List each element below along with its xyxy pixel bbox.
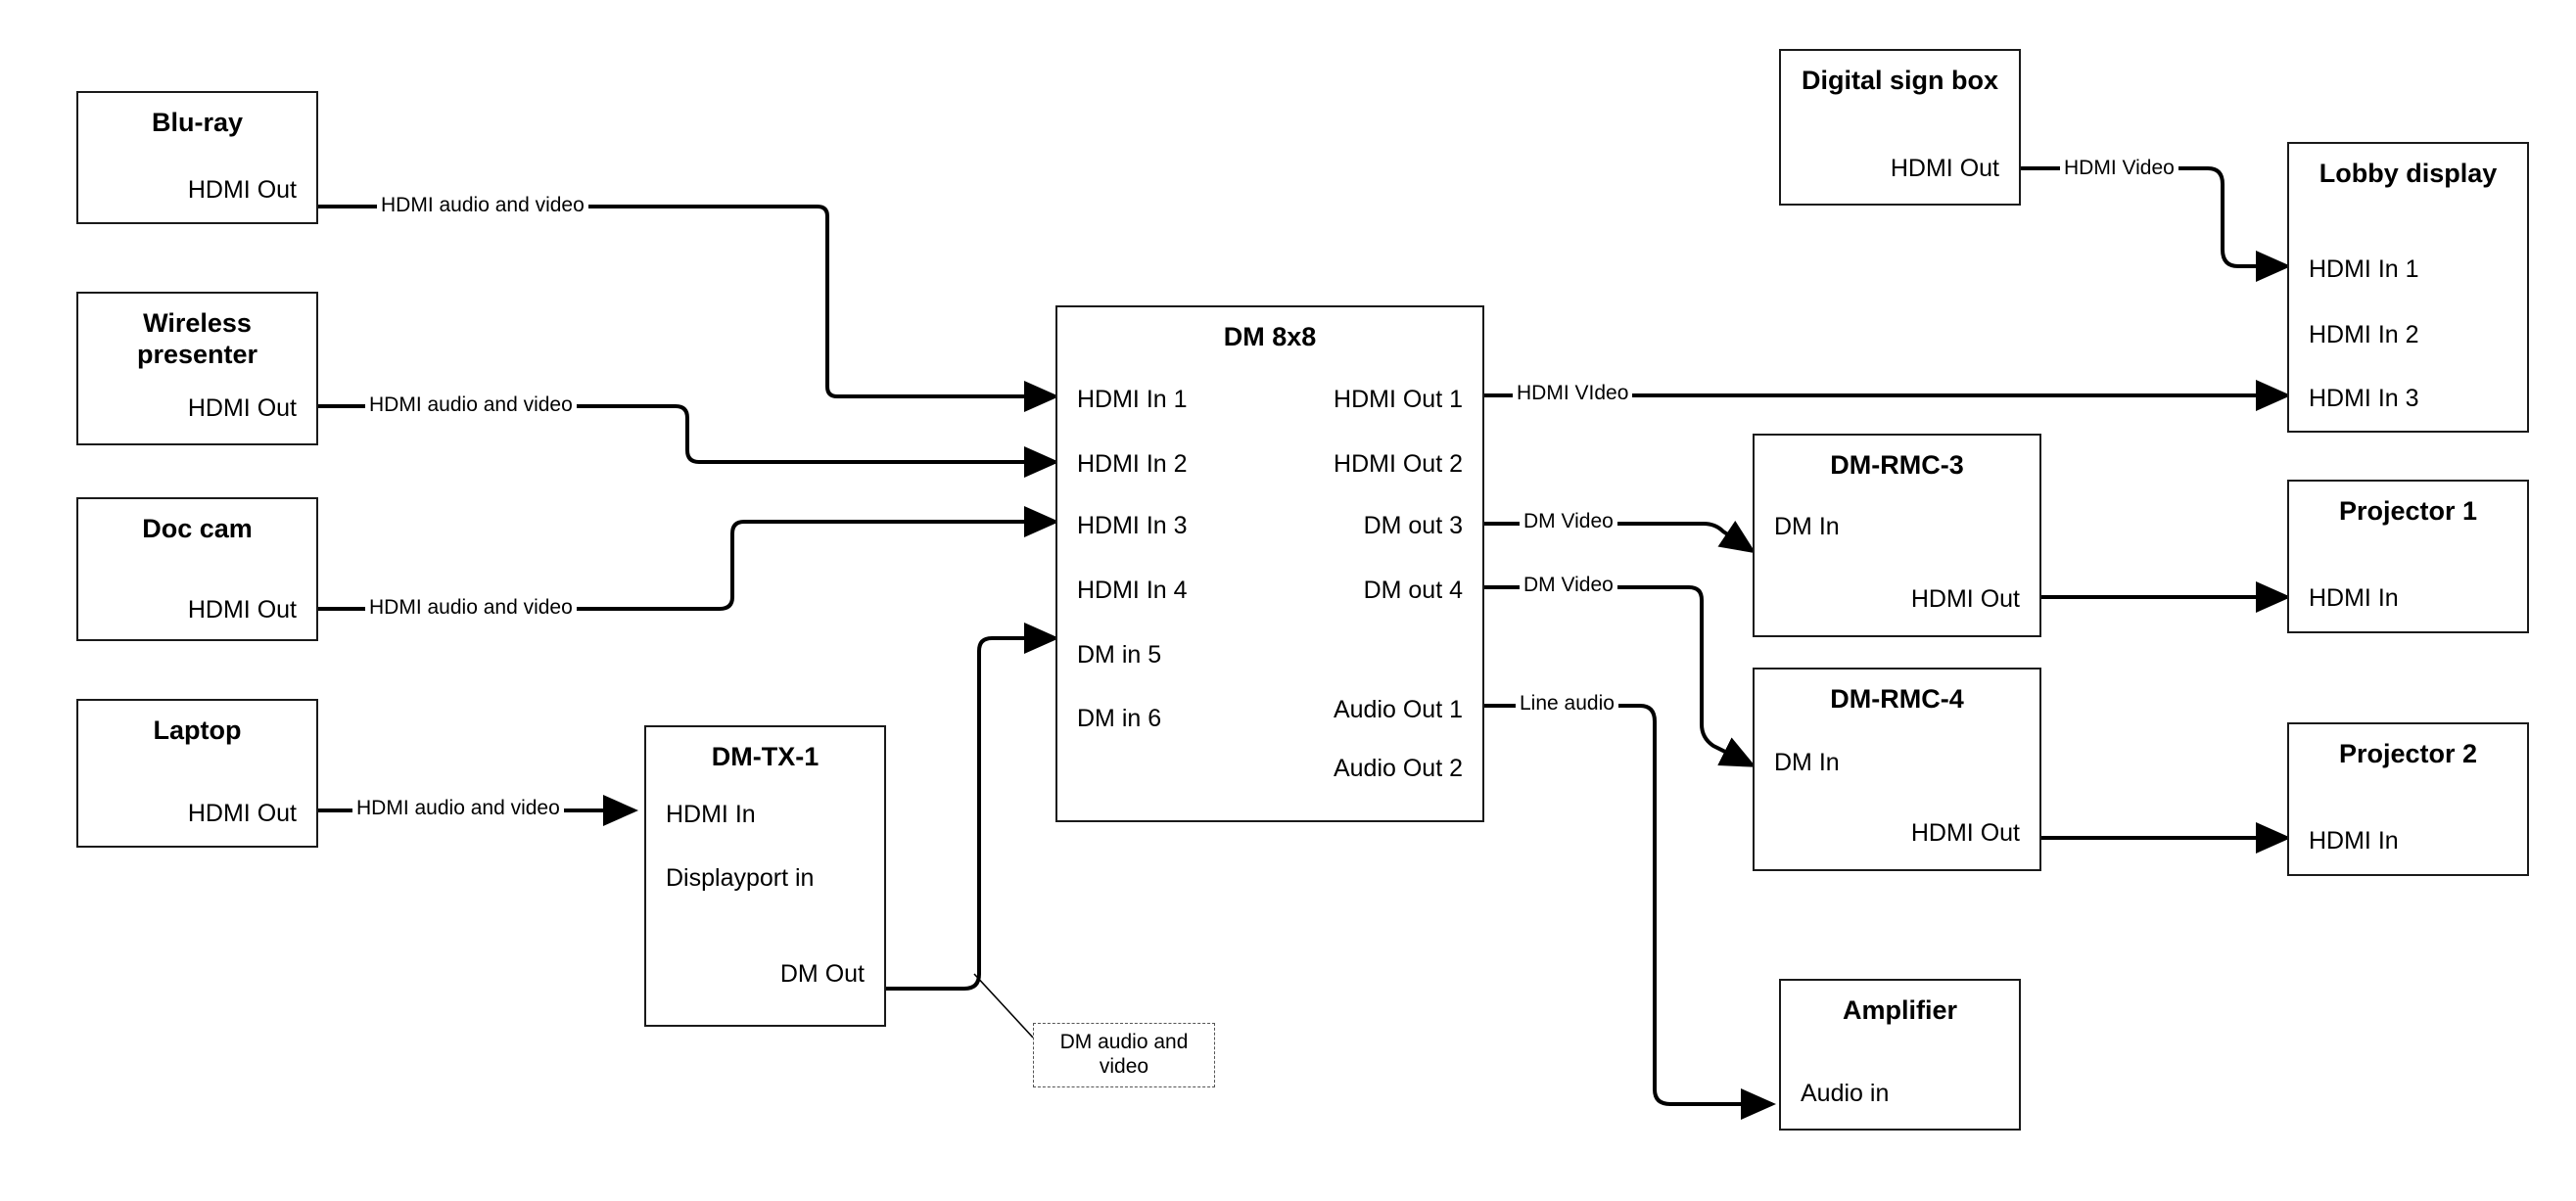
node-lobby-display-port-hdmi-in-1[interactable]: HDMI In 1	[2309, 255, 2419, 283]
node-dm-8x8-port-hdmi-in-3[interactable]: HDMI In 3	[1077, 512, 1188, 539]
note-dm-audio-and-video: DM audio and video	[1033, 1023, 1215, 1087]
node-projector-2[interactable]	[2287, 722, 2529, 876]
edge-label-dm-audio1-to-amp: Line audio	[1516, 692, 1618, 716]
node-projector-2-title: Projector 2	[2338, 739, 2478, 768]
node-laptop-port-hdmi-out[interactable]: HDMI Out	[187, 800, 297, 827]
node-dm-8x8-port-dm-out-3[interactable]: DM out 3	[1363, 512, 1463, 539]
node-dm-8x8-port-hdmi-in-1[interactable]: HDMI In 1	[1077, 386, 1188, 413]
node-bluray-port-hdmi-out[interactable]: HDMI Out	[187, 176, 297, 204]
node-projector-1-port-hdmi-in[interactable]: HDMI In	[2309, 584, 2399, 612]
node-lobby-display-port-hdmi-in-3[interactable]: HDMI In 3	[2309, 385, 2419, 412]
edge-label-signbox-to-lobby: HDMI Video	[2060, 157, 2178, 180]
node-dm-tx-1-port-hdmi-in[interactable]: HDMI In	[666, 801, 756, 828]
node-doc-cam[interactable]	[76, 497, 318, 641]
node-dm-8x8-port-dm-in-6[interactable]: DM in 6	[1077, 705, 1162, 732]
node-lobby-display-title: Lobby display	[2318, 159, 2498, 188]
node-digital-sign-box[interactable]	[1779, 49, 2021, 206]
node-digital-sign-box-title: Digital sign box	[1801, 66, 1998, 95]
node-amplifier-port-audio-in[interactable]: Audio in	[1801, 1080, 1890, 1107]
node-dm-rmc-4[interactable]	[1753, 668, 2041, 871]
node-dm-rmc-3-port-hdmi-out[interactable]: HDMI Out	[1910, 585, 2020, 613]
node-dm-tx-1-port-dm-out[interactable]: DM Out	[779, 960, 865, 988]
node-wireless-presenter[interactable]	[76, 292, 318, 445]
node-dm-8x8-port-hdmi-in-4[interactable]: HDMI In 4	[1077, 577, 1188, 604]
node-doc-cam-title: Doc cam	[142, 514, 253, 543]
node-dm-8x8-port-hdmi-out-1[interactable]: HDMI Out 1	[1334, 386, 1463, 413]
node-dm-tx-1[interactable]	[644, 725, 886, 1027]
node-lobby-display[interactable]	[2287, 142, 2529, 433]
edge-label-laptop-to-tx: HDMI audio and video	[352, 797, 564, 820]
edge-label-wireless-to-dm: HDMI audio and video	[365, 393, 577, 417]
node-wireless-presenter-port-hdmi-out[interactable]: HDMI Out	[187, 394, 297, 422]
node-amplifier[interactable]	[1779, 979, 2021, 1131]
node-projector-1-title: Projector 1	[2338, 496, 2478, 526]
node-dm-8x8-port-audio-out-2[interactable]: Audio Out 2	[1333, 755, 1463, 782]
node-dm-rmc-4-port-hdmi-out[interactable]: HDMI Out	[1910, 819, 2020, 847]
node-dm-rmc-4-title: DM-RMC-4	[1830, 684, 1964, 714]
edge-label-dm-out4-to-rmc4: DM Video	[1520, 574, 1617, 597]
node-projector-1[interactable]	[2287, 480, 2529, 633]
node-dm-tx-1-title: DM-TX-1	[711, 742, 820, 771]
node-dm-8x8-title: DM 8x8	[1223, 322, 1317, 351]
node-dm-8x8[interactable]	[1055, 305, 1484, 822]
node-dm-8x8-port-hdmi-out-2[interactable]: HDMI Out 2	[1334, 450, 1463, 478]
node-dm-8x8-port-dm-in-5[interactable]: DM in 5	[1077, 641, 1162, 669]
node-dm-rmc-4-port-dm-in[interactable]: DM In	[1774, 749, 1840, 776]
node-dm-rmc-3-title: DM-RMC-3	[1830, 450, 1964, 480]
node-dm-tx-1-port-displayport-in[interactable]: Displayport in	[666, 864, 815, 892]
node-dm-8x8-port-hdmi-in-2[interactable]: HDMI In 2	[1077, 450, 1188, 478]
node-doc-cam-port-hdmi-out[interactable]: HDMI Out	[187, 596, 297, 624]
edge-label-dm-hdmiout1-to-lobby: HDMI VIdeo	[1513, 382, 1632, 405]
edge-label-bluray-to-dm: HDMI audio and video	[377, 194, 588, 217]
node-wireless-presenter-title: Wireless presenter	[136, 308, 258, 369]
node-projector-2-port-hdmi-in[interactable]: HDMI In	[2309, 827, 2399, 855]
node-digital-sign-box-port-hdmi-out[interactable]: HDMI Out	[1890, 155, 1999, 182]
edge-label-dm-out3-to-rmc3: DM Video	[1520, 510, 1617, 533]
node-bluray-title: Blu-ray	[151, 108, 244, 137]
node-dm-8x8-port-dm-out-4[interactable]: DM out 4	[1363, 577, 1463, 604]
node-dm-8x8-port-audio-out-1[interactable]: Audio Out 1	[1333, 696, 1463, 723]
edge-label-doccam-to-dm: HDMI audio and video	[365, 596, 577, 620]
node-laptop[interactable]	[76, 699, 318, 848]
node-bluray[interactable]	[76, 91, 318, 224]
node-lobby-display-port-hdmi-in-2[interactable]: HDMI In 2	[2309, 321, 2419, 348]
node-laptop-title: Laptop	[153, 716, 242, 745]
node-dm-rmc-3-port-dm-in[interactable]: DM In	[1774, 513, 1840, 540]
node-amplifier-title: Amplifier	[1842, 995, 1958, 1025]
node-dm-rmc-3[interactable]	[1753, 434, 2041, 637]
